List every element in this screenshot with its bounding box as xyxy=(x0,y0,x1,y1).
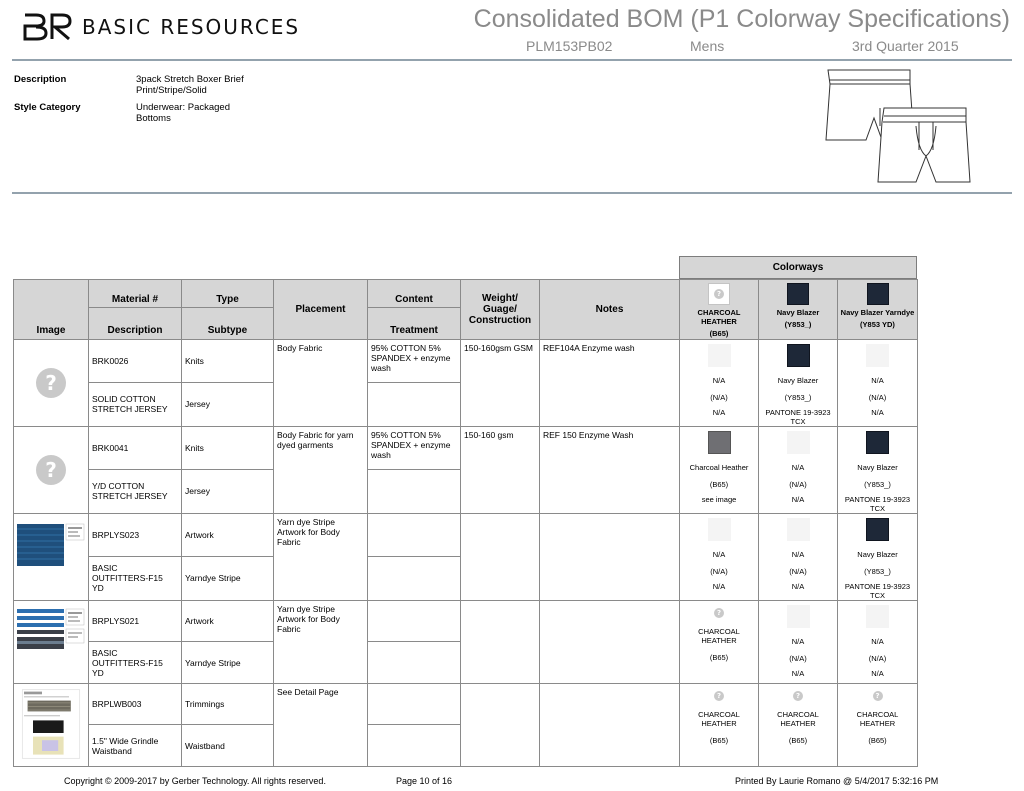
material-description: BASIC OUTFITTERS-F15 YD xyxy=(89,556,182,600)
material-subtype: Jersey xyxy=(182,469,274,513)
table-row xyxy=(14,340,918,383)
material-description: BASIC OUTFITTERS-F15 YD xyxy=(89,642,182,684)
color-name: N/A xyxy=(791,550,805,559)
color-swatch xyxy=(787,518,810,541)
material-image xyxy=(14,684,89,767)
color-reference: PANTONE 19-3923 TCX xyxy=(844,495,911,513)
material-number: BRPLYS021 xyxy=(89,601,182,642)
color-swatch xyxy=(866,688,889,704)
colorway-cell xyxy=(838,601,918,684)
color-swatch xyxy=(866,344,889,367)
treatment xyxy=(368,469,461,513)
color-code: (Y853_) xyxy=(864,567,891,576)
colorway-name: Navy Blazer Yarndye xyxy=(840,308,915,317)
colorway-header-1 xyxy=(680,280,759,340)
content: 95% COTTON 5% SPANDEX + enzyme wash xyxy=(368,427,461,470)
placement: See Detail Page xyxy=(274,684,368,767)
material-description: Y/D COTTON STRETCH JERSEY xyxy=(89,469,182,513)
notes xyxy=(540,514,680,601)
color-swatch xyxy=(708,605,731,621)
unknown-image-icon: ? xyxy=(714,608,724,618)
table-row xyxy=(14,684,918,725)
table-row xyxy=(14,427,918,470)
department: Mens xyxy=(690,38,725,54)
color-name: N/A xyxy=(871,376,884,385)
colorway-cell xyxy=(759,684,838,767)
header-placement: Placement xyxy=(274,280,368,340)
color-swatch xyxy=(787,688,810,704)
color-code: (B65) xyxy=(709,480,729,489)
material-number: BRPLYS023 xyxy=(89,514,182,557)
color-reference: N/A xyxy=(712,408,726,417)
material-description: SOLID COTTON STRETCH JERSEY xyxy=(89,382,182,426)
color-name: N/A xyxy=(791,463,805,472)
colorway-name: Navy Blazer xyxy=(776,308,820,317)
color-reference: N/A xyxy=(871,408,884,417)
header-content: Content xyxy=(368,280,461,308)
color-name: Navy Blazer xyxy=(857,550,898,559)
stripe-artwork-thumbnail xyxy=(17,605,85,677)
treatment xyxy=(368,556,461,600)
bom-table xyxy=(13,279,918,767)
material-image xyxy=(14,340,89,427)
weight xyxy=(461,514,540,601)
colorway-cell xyxy=(759,601,838,684)
colorway-header-2 xyxy=(759,280,838,340)
treatment xyxy=(368,382,461,426)
material-image xyxy=(14,601,89,684)
color-name: CHARCOAL HEATHER xyxy=(698,710,740,728)
color-code: (N/A) xyxy=(710,567,728,576)
colorway-cell xyxy=(838,340,918,427)
material-description: 1.5" Wide Grindle Waistband xyxy=(89,725,182,767)
printed-by: Printed By Laurie Romano @ 5/4/2017 5:32:16 PM xyxy=(735,776,939,786)
description-label: Description xyxy=(14,74,67,85)
header-divider xyxy=(12,59,1012,61)
header-type: Type xyxy=(182,280,274,308)
color-reference: PANTONE 19-3923 TCX xyxy=(765,408,831,426)
colorway-cell xyxy=(680,601,759,684)
content xyxy=(368,601,461,642)
season: 3rd Quarter 2015 xyxy=(852,38,959,54)
unknown-image-icon: ? xyxy=(36,455,66,485)
color-name: Charcoal Heather xyxy=(689,463,749,472)
color-swatch xyxy=(787,431,810,454)
header-weight: Weight/ Guage/ Construction xyxy=(461,280,540,340)
material-type: Knits xyxy=(182,427,274,470)
material-type: Trimmings xyxy=(182,684,274,725)
color-name: CHARCOAL HEATHER xyxy=(856,710,899,728)
color-reference: N/A xyxy=(791,495,805,504)
color-code: (B65) xyxy=(868,736,887,745)
color-name: Navy Blazer xyxy=(777,376,819,385)
color-name: N/A xyxy=(712,550,726,559)
header-row-1 xyxy=(14,280,918,308)
color-reference: N/A xyxy=(871,669,884,678)
color-swatch xyxy=(708,518,731,541)
notes xyxy=(540,601,680,684)
page-number: Page 10 of 16 xyxy=(396,776,453,786)
waistband-detail-thumbnail xyxy=(17,688,85,760)
treatment xyxy=(368,725,461,767)
placement: Body Fabric xyxy=(274,340,368,427)
color-code: (N/A) xyxy=(789,654,807,663)
color-code: (N/A) xyxy=(868,393,887,402)
material-number: BRK0041 xyxy=(89,427,182,470)
material-subtype: Jersey xyxy=(182,382,274,426)
color-swatch xyxy=(866,605,889,628)
colorway-name: CHARCOAL HEATHER xyxy=(697,308,741,326)
stripe-artwork-thumbnail xyxy=(17,520,85,592)
color-swatch xyxy=(787,605,810,628)
material-type: Artwork xyxy=(182,601,274,642)
header-image: Image xyxy=(14,280,89,340)
material-image xyxy=(14,427,89,514)
weight: 150-160gsm GSM xyxy=(461,340,540,427)
color-code: (B65) xyxy=(709,736,729,745)
material-number: BRPLWB003 xyxy=(89,684,182,725)
color-swatch xyxy=(866,431,889,454)
unknown-image-icon: ? xyxy=(793,691,803,701)
header-treatment: Treatment xyxy=(368,308,461,340)
colorway-cell xyxy=(759,427,838,514)
color-reference: PANTONE 19-3923 TCX xyxy=(844,582,911,600)
colorway-swatch-navy-yarndye xyxy=(867,283,889,305)
unknown-image-icon: ? xyxy=(873,691,883,701)
color-code: (N/A) xyxy=(789,567,807,576)
color-code: (B65) xyxy=(709,653,729,662)
color-name: Navy Blazer xyxy=(857,463,898,472)
color-reference: N/A xyxy=(791,669,805,678)
colorway-cell xyxy=(838,514,918,601)
placement: Yarn dye Stripe Artwork for Body Fabric xyxy=(274,514,368,601)
colorway-cell xyxy=(680,340,759,427)
color-swatch xyxy=(708,431,731,454)
garment-sketch xyxy=(822,66,972,188)
weight xyxy=(461,601,540,684)
category-value: Underwear: Packaged Bottoms xyxy=(136,102,230,124)
br-logo-mark-icon xyxy=(22,13,72,41)
colorways-header: Colorways xyxy=(679,256,917,279)
weight xyxy=(461,684,540,767)
colorway-header-3 xyxy=(838,280,918,340)
material-subtype: Waistband xyxy=(182,725,274,767)
unknown-image-icon: ? xyxy=(714,289,724,299)
brand-name: BASIC RESOURCES xyxy=(82,15,301,39)
color-code: (N/A) xyxy=(868,654,887,663)
description-value: 3pack Stretch Boxer Brief Print/Stripe/Solid xyxy=(136,74,244,96)
material-type: Artwork xyxy=(182,514,274,557)
treatment xyxy=(368,642,461,684)
content: 95% COTTON 5% SPANDEX + enzyme wash xyxy=(368,340,461,383)
content xyxy=(368,684,461,725)
color-code: (Y853_) xyxy=(864,480,891,489)
colorway-code: (B65) xyxy=(709,329,729,338)
color-name: N/A xyxy=(712,376,726,385)
colorway-cell xyxy=(680,684,759,767)
unknown-image-icon: ? xyxy=(36,368,66,398)
header-material: Material # xyxy=(89,280,182,308)
placement: Yarn dye Stripe Artwork for Body Fabric xyxy=(274,601,368,684)
colorway-swatch-charcoal xyxy=(708,283,730,305)
color-name: CHARCOAL HEATHER xyxy=(777,710,819,728)
document-title: Consolidated BOM (P1 Colorway Specifications) xyxy=(473,5,1010,33)
colorway-code: (Y853 YD) xyxy=(860,320,895,329)
material-subtype: Yarndye Stripe xyxy=(182,642,274,684)
color-code: (N/A) xyxy=(710,393,728,402)
placement: Body Fabric for yarn dyed garments xyxy=(274,427,368,514)
colorway-swatch-navy xyxy=(787,283,809,305)
material-number: BRK0026 xyxy=(89,340,182,383)
notes: REF104A Enzyme wash xyxy=(540,340,680,427)
content xyxy=(368,514,461,557)
color-name: N/A xyxy=(791,637,805,646)
colorway-cell xyxy=(680,514,759,601)
color-swatch xyxy=(787,344,810,367)
info-divider xyxy=(12,192,1012,194)
copyright-notice: Copyright © 2009-2017 by Gerber Technology. All rights reserved. xyxy=(64,776,326,786)
colorway-cell xyxy=(759,514,838,601)
colorway-code: (Y853_) xyxy=(784,320,812,329)
color-code: (Y853_) xyxy=(784,393,812,402)
colorway-cell xyxy=(838,427,918,514)
color-code: (N/A) xyxy=(789,480,807,489)
header-subtype: Subtype xyxy=(182,308,274,340)
notes: REF 150 Enzyme Wash xyxy=(540,427,680,514)
color-reference: N/A xyxy=(712,582,726,591)
header-notes: Notes xyxy=(540,280,680,340)
material-type: Knits xyxy=(182,340,274,383)
style-code: PLM153PB02 xyxy=(526,38,613,54)
header-description: Description xyxy=(89,308,182,340)
notes xyxy=(540,684,680,767)
color-reference: see image xyxy=(701,495,737,504)
table-row xyxy=(14,514,918,557)
material-image xyxy=(14,514,89,601)
table-row xyxy=(14,601,918,642)
color-swatch xyxy=(708,344,731,367)
color-swatch xyxy=(708,688,731,704)
category-label: Style Category xyxy=(14,102,81,113)
colorway-cell xyxy=(759,340,838,427)
color-swatch xyxy=(866,518,889,541)
color-code: (B65) xyxy=(788,736,808,745)
unknown-image-icon: ? xyxy=(714,691,724,701)
weight: 150-160 gsm xyxy=(461,427,540,514)
colorway-cell xyxy=(838,684,918,767)
color-name: N/A xyxy=(871,637,884,646)
color-reference: N/A xyxy=(791,582,805,591)
brand-logo xyxy=(22,12,300,42)
colorway-cell xyxy=(680,427,759,514)
color-name: CHARCOAL HEATHER xyxy=(698,627,740,645)
material-subtype: Yarndye Stripe xyxy=(182,556,274,600)
